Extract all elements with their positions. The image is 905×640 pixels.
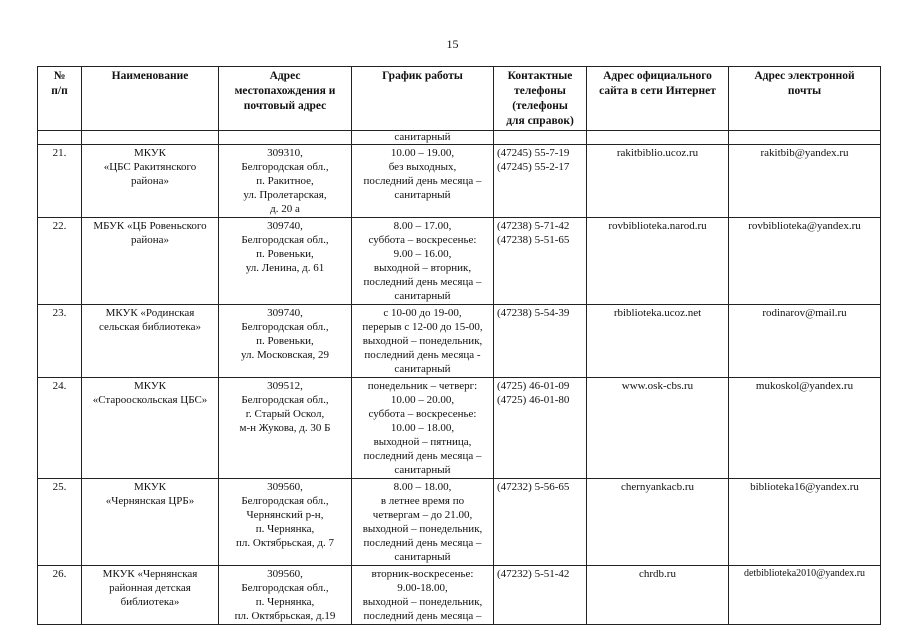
- contact-phones-line: (47238) 5-51-65: [497, 234, 570, 246]
- contact-phones: [494, 305, 587, 378]
- library-name: [82, 566, 219, 625]
- library-name-line: МКУК: [133, 481, 167, 493]
- header-phones-line: телефоны: [514, 85, 566, 97]
- library-name-line: «Чернянская ЦРБ»: [105, 495, 195, 507]
- work-schedule-line: вторник-воскресенье:: [371, 568, 474, 580]
- library-address: [219, 479, 352, 566]
- contact-phones-line: (4725) 46-01-09: [497, 380, 570, 392]
- email-address: rodinarov@mail.ru: [729, 305, 881, 378]
- row-number: 21.: [38, 145, 82, 218]
- library-name-line: МКУК «Родинская: [105, 307, 195, 319]
- work-schedule-line: санитарный: [394, 551, 451, 563]
- header-email-line: почты: [787, 85, 822, 97]
- continuation-schedule: санитарный: [352, 131, 494, 145]
- work-schedule: [352, 145, 494, 218]
- table-row: [38, 479, 881, 566]
- library-name-line: «Старооскольская ЦБС»: [92, 394, 208, 406]
- header-phones-line: (телефоны: [512, 100, 568, 112]
- page-number: 15: [446, 37, 459, 51]
- email-address: rakitbib@yandex.ru: [729, 145, 881, 218]
- libraries-table: [37, 66, 881, 625]
- header-num: [38, 67, 82, 131]
- table-row: [38, 378, 881, 479]
- library-name-line: МБУК «ЦБ Ровеньского: [93, 220, 207, 232]
- library-address-line: 309512,: [267, 380, 303, 392]
- header-address-line: Адрес: [269, 70, 301, 82]
- library-address-line: ул. Московская, 29: [240, 349, 330, 361]
- work-schedule-line: выходной – понедельник,: [362, 523, 483, 535]
- library-address-line: п. Чернянка,: [255, 523, 315, 535]
- contact-phones-line: (47245) 55-7-19: [497, 147, 570, 159]
- header-num-line: №: [53, 70, 66, 82]
- library-name-line: района»: [130, 175, 170, 187]
- library-address: [219, 378, 352, 479]
- library-address: [219, 218, 352, 305]
- header-website-line: сайта в сети Интернет: [599, 85, 716, 97]
- work-schedule-line: 9.00-18.00,: [397, 582, 448, 594]
- work-schedule-line: последний день месяца –: [363, 175, 482, 187]
- contact-phones: [494, 566, 587, 625]
- library-address-line: м-н Жукова, д. 30 Б: [239, 422, 331, 434]
- table-header-row: [38, 67, 881, 131]
- library-address-line: Белгородская обл.,: [241, 394, 329, 406]
- work-schedule: [352, 305, 494, 378]
- header-num-line: п/п: [51, 85, 68, 97]
- header-address-line: местопахождения и: [234, 85, 336, 97]
- library-name-line: «ЦБС Ракитянского: [103, 161, 197, 173]
- work-schedule-line: последний день месяца –: [363, 537, 482, 549]
- website-address: rovbiblioteka.narod.ru: [587, 218, 729, 305]
- header-phones-line: для справок): [506, 115, 574, 127]
- library-name: [82, 145, 219, 218]
- work-schedule-line: санитарный: [394, 464, 451, 476]
- library-address: [219, 145, 352, 218]
- library-address-line: Белгородская обл.,: [241, 582, 329, 594]
- library-name-line: МКУК «Чернянская: [102, 568, 198, 580]
- library-name-line: районная детская: [109, 582, 191, 594]
- header-email: [729, 67, 881, 131]
- row-number: 25.: [38, 479, 82, 566]
- work-schedule-line: выходной – понедельник,: [362, 335, 483, 347]
- email-address: rovbiblioteka@yandex.ru: [729, 218, 881, 305]
- work-schedule-line: суббота – воскресенье:: [368, 408, 477, 420]
- contact-phones: [494, 145, 587, 218]
- library-address-line: 309740,: [267, 220, 303, 232]
- work-schedule-line: понедельник – четверг:: [367, 380, 478, 392]
- work-schedule: [352, 218, 494, 305]
- work-schedule-line: выходной – пятница,: [373, 436, 472, 448]
- library-name-line: МКУК: [133, 380, 167, 392]
- library-address-line: д. 20 а: [270, 203, 300, 215]
- contact-phones-line: (47238) 5-71-42: [497, 220, 570, 232]
- website-address: rakitbiblio.ucoz.ru: [587, 145, 729, 218]
- library-address-line: 309740,: [267, 307, 303, 319]
- header-name: [82, 67, 219, 131]
- library-name: [82, 305, 219, 378]
- email-address: biblioteka16@yandex.ru: [729, 479, 881, 566]
- library-address: [219, 305, 352, 378]
- email-address: mukoskol@yandex.ru: [729, 378, 881, 479]
- contact-phones: [494, 479, 587, 566]
- library-name-line: библиотека»: [120, 596, 180, 608]
- library-name: [82, 378, 219, 479]
- website-address: www.osk-cbs.ru: [587, 378, 729, 479]
- library-address-line: ул. Пролетарская,: [243, 189, 327, 201]
- library-address-line: Белгородская обл.,: [241, 234, 329, 246]
- work-schedule-line: перерыв с 12-00 до 15-00,: [362, 321, 483, 333]
- library-name: [82, 218, 219, 305]
- library-address-line: г. Старый Оскол,: [245, 408, 325, 420]
- work-schedule-line: четвергам – до 21.00,: [372, 509, 473, 521]
- header-address-line: почтовый адрес: [243, 100, 327, 112]
- contact-phones-line: (4725) 46-01-80: [497, 394, 570, 406]
- header-phones: [494, 67, 587, 131]
- library-address-line: п. Ровеньки,: [256, 248, 314, 260]
- library-address-line: Белгородская обл.,: [241, 495, 329, 507]
- work-schedule: [352, 566, 494, 625]
- work-schedule-line: последний день месяца -: [364, 349, 481, 361]
- contact-phones-line: (47232) 5-51-42: [497, 568, 570, 580]
- library-address-line: пл. Октябрьская, д. 7: [236, 537, 334, 549]
- email-address: detbiblioteka2010@yandex.ru: [729, 566, 881, 625]
- table-row: [38, 566, 881, 625]
- header-address: [219, 67, 352, 131]
- work-schedule-line: 10.00 – 19.00,: [390, 147, 455, 159]
- work-schedule-line: 8.00 – 17.00,: [393, 220, 452, 232]
- row-number: 24.: [38, 378, 82, 479]
- library-address-line: Белгородская обл.,: [241, 161, 329, 173]
- work-schedule: [352, 479, 494, 566]
- header-website: [587, 67, 729, 131]
- work-schedule-line: последний день месяца –: [363, 450, 482, 462]
- row-number: 26.: [38, 566, 82, 625]
- header-website-line: Адрес официального: [603, 70, 712, 82]
- library-address-line: ул. Ленина, д. 61: [245, 262, 325, 274]
- work-schedule-line: в летнее время по: [380, 495, 465, 507]
- library-address-line: 309310,: [267, 147, 303, 159]
- contact-phones-line: (47238) 5-54-39: [497, 307, 570, 319]
- library-address-line: п. Чернянка,: [255, 596, 315, 608]
- work-schedule: [352, 378, 494, 479]
- work-schedule-line: санитарный: [394, 290, 451, 302]
- work-schedule-line: выходной – понедельник,: [362, 596, 483, 608]
- contact-phones: [494, 218, 587, 305]
- work-schedule-line: суббота – воскресенье:: [368, 234, 477, 246]
- work-schedule-line: без выходных,: [388, 161, 457, 173]
- work-schedule-line: 10.00 – 18.00,: [390, 422, 455, 434]
- contact-phones-line: (47232) 5-56-65: [497, 481, 570, 493]
- header-email-line: Адрес электронной: [754, 70, 855, 82]
- table-row: [38, 218, 881, 305]
- continuation-row: [38, 131, 881, 145]
- work-schedule-line: санитарный: [394, 363, 451, 375]
- header-schedule: [352, 67, 494, 131]
- header-schedule-line: График работы: [382, 70, 463, 82]
- library-address-line: 309560,: [267, 481, 303, 493]
- work-schedule-line: выходной – вторник,: [373, 262, 472, 274]
- row-number: 22.: [38, 218, 82, 305]
- work-schedule-line: последний день месяца –: [363, 610, 482, 622]
- library-address-line: п. Ровеньки,: [256, 335, 314, 347]
- row-number: 23.: [38, 305, 82, 378]
- contact-phones-line: (47245) 55-2-17: [497, 161, 570, 173]
- table-row: [38, 145, 881, 218]
- website-address: chernyankacb.ru: [587, 479, 729, 566]
- header-name-line: Наименование: [111, 70, 189, 82]
- library-name-line: сельская библиотека»: [99, 321, 201, 333]
- website-address: chrdb.ru: [587, 566, 729, 625]
- library-name: [82, 479, 219, 566]
- table-row: [38, 305, 881, 378]
- work-schedule-line: 10.00 – 20.00,: [390, 394, 455, 406]
- website-address: rbiblioteka.ucoz.net: [587, 305, 729, 378]
- work-schedule-line: с 10-00 до 19-00,: [383, 307, 462, 319]
- library-address-line: пл. Октябрьская, д.19: [234, 610, 336, 622]
- work-schedule-line: 8.00 – 18.00,: [393, 481, 452, 493]
- library-name-line: района»: [130, 234, 170, 246]
- library-name-line: МКУК: [133, 147, 167, 159]
- library-address-line: п. Ракитное,: [256, 175, 314, 187]
- work-schedule-line: санитарный: [394, 189, 451, 201]
- work-schedule-line: 9.00 – 16.00,: [393, 248, 452, 260]
- header-phones-line: Контактные: [507, 70, 573, 82]
- library-address-line: 309560,: [267, 568, 303, 580]
- contact-phones: [494, 378, 587, 479]
- work-schedule-line: последний день месяца –: [363, 276, 482, 288]
- library-address-line: Белгородская обл.,: [241, 321, 329, 333]
- library-address-line: Чернянский р-н,: [246, 509, 324, 521]
- library-address: [219, 566, 352, 625]
